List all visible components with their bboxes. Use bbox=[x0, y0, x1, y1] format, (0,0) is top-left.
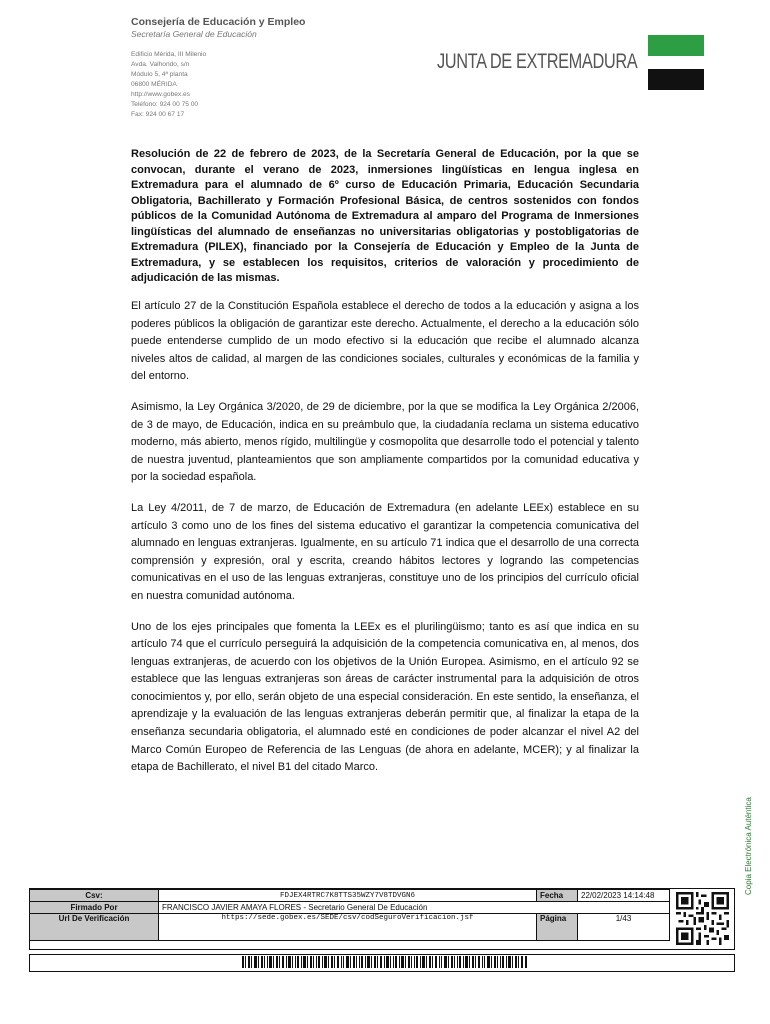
document-title: Resolución de 22 de febrero de 2023, de la Secretaría General de Educación, por la que se convocan, durante el verano de 2023, inmersiones lingüísticas en lengua inglesa en Extremadura para el alumnado de 6º curso de Educación Primaria, Educación Secundaria Obligatoria, Bachillerato y Formación Profesional Básica, de centros sostenidos con fondos públicos de la Comunidad Autónoma de Extremadura al amparo del Programa de Inmersiones lingüísticas del alumnado de enseñanzas no universitarias obligatorias y postobligatorias de Extremadura (PILEX), financiado por la Consejería de Educación y Empleo de la Junta de Extremadura, y se establecen los requisitos, criterios de valoración y procedimiento de adjudicación de las mismas. bbox=[131, 148, 639, 284]
csv-label: Csv: bbox=[30, 890, 159, 902]
paragraph: La Ley 4/2011, de 7 de marzo, de Educación de Extremadura (en adelante LEEx) establece en su artículo 3 como uno de los fines del sistema educativo el garantizar la competencia comunicativa del alumnado en lenguas extranjeras. Igualmente, en su artículo 71 indica que el desarrollo de una correcta comprensión y expresión, oral y escrita, creando hábitos lectores y logrando las competencias comunicativas en el uso de las lenguas extranjeras, constituye uno de los principios del currículo oficial en nuestra comunidad autónoma. bbox=[131, 501, 639, 602]
verification-url-link[interactable]: https://sede.gobex.es/SEDE/csv/codSeguroVerificacion.jsf bbox=[159, 914, 537, 941]
barcode-icon bbox=[242, 956, 527, 968]
website-link[interactable]: http://www.gobex.es bbox=[131, 91, 191, 98]
address-block bbox=[131, 50, 391, 120]
verification-url-label: Url De Verificación bbox=[30, 914, 159, 941]
junta-logo-text: JUNTA DE EXTREMADURA bbox=[437, 50, 638, 73]
fax-line: Fax: 924 00 67 17 bbox=[131, 111, 185, 118]
page-label: Página bbox=[537, 914, 578, 941]
paragraph: Asimismo, la Ley Orgánica 3/2020, de 29 de diciembre, por la que se modifica la Ley Orgánica 2/2006, de 3 de mayo, de Educación, indica en su preámbulo que, la ciudadanía reclama un sistema educativo moderno, más abierto, menos rígido, multilingüe y cosmopolita que desarrolle todo el potencial y talento de nuestra juventud, planteamientos que son ampliamente compartidos por la comunidad educativa y por la sociedad española. bbox=[131, 400, 639, 484]
address-line: 06800 MÉRIDA bbox=[131, 81, 177, 88]
phone-line: Teléfono: 924 00 75 00 bbox=[131, 101, 199, 108]
signed-by-label: Firmado Por bbox=[30, 902, 159, 914]
csv-value: FDJEX4RTRC7K8TTS35WZY7V8TDVGN6 bbox=[159, 890, 537, 902]
page-number: 1/43 bbox=[578, 914, 670, 941]
signature-table bbox=[29, 889, 670, 941]
letterhead bbox=[131, 16, 391, 120]
authentic-copy-note: Copia Electrónica Auténtica bbox=[744, 797, 753, 895]
fecha-value: 22/02/2023 14:14:48 bbox=[578, 890, 670, 902]
address-line: Avda. Valhondo, s/n bbox=[131, 61, 190, 68]
paragraph: Uno de los ejes principales que fomenta la LEEx es el plurilingüismo; tanto es así que indica en su artículo 74 que el currículo perseguirá la adquisición de la competencia comunicativa en, al menos, dos lenguas extranjeras, de acuerdo con los objetivos de la Unión Europea. Asimismo, en el artículo 92 se establece que las lenguas extranjeras son áreas de carácter instrumental para la adquisición de otros conocimientos y, por ello, serán objeto de una especial consideración. En este sentido, la enseñanza, el aprendizaje y la evaluación de las lenguas extranjeras deberán permitir que, al finalizar la etapa de la enseñanza secundaria obligatoria, el alumnado esté en condiciones de poder alcanzar el nivel A2 del Marco Común Europeo de Referencia de las Lenguas (de ahora en adelante, MCER); y al finalizar la etapa de Bachillerato, el nivel B1 del citado Marco. bbox=[131, 620, 639, 774]
address-line: Módulo 5, 4ª planta bbox=[131, 71, 188, 78]
flag-black-stripe bbox=[648, 69, 704, 90]
document-body bbox=[131, 298, 639, 790]
qr-code-icon[interactable] bbox=[676, 892, 729, 945]
fecha-label: Fecha bbox=[537, 890, 578, 902]
subdepartment-name: Secretaría General de Educación bbox=[131, 29, 257, 39]
paragraph: El artículo 27 de la Constitución Española establece el derecho de todos a la educación y asigna a los poderes públicos la obligación de garantizar este derecho. Actualmente, el derecho a la educación sólo puede entenderse cumplido de un modo efectivo si la educación que recibe el alumnado alcanza niveles altos de calidad, al margen de las condiciones sociales, culturales y económicas de la familia y del entorno. bbox=[131, 300, 639, 383]
department-name: Consejería de Educación y Empleo bbox=[131, 16, 306, 28]
flag-green-stripe bbox=[648, 35, 704, 56]
signed-by-value: FRANCISCO JAVIER AMAYA FLORES - Secretario General De Educación bbox=[159, 902, 670, 914]
address-line: Edificio Mérida, III Milenio bbox=[131, 51, 207, 58]
